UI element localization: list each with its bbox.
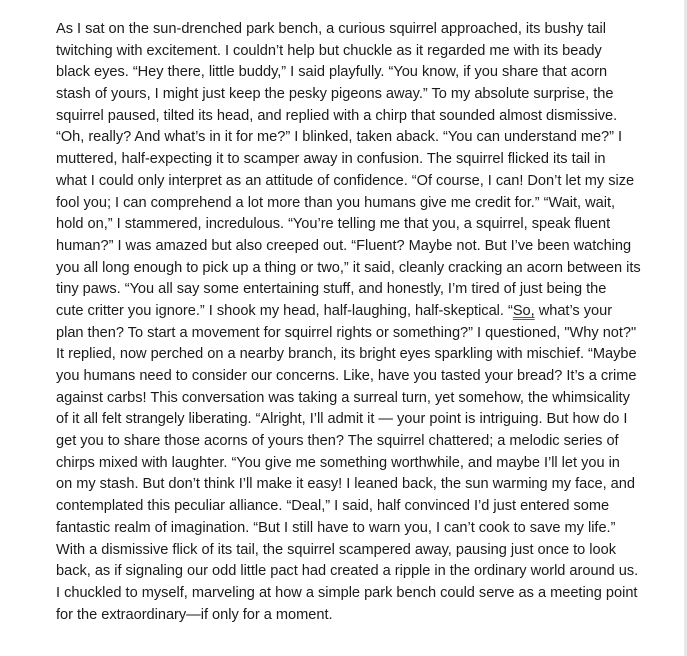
text-line: plan then? To start a movement for squirrel rights or something?” I questioned, "Why not?": [56, 324, 637, 341]
text-line: against carbs! This conversation was taking a surreal turn, yet somehow, the whimsicality: [56, 389, 630, 406]
text-line: for the extraordinary—if only for a moment.: [56, 606, 333, 623]
grammar-flagged-word[interactable]: So,: [512, 302, 535, 319]
text-line: [56, 301, 687, 323]
text-line: twitching with excitement. I couldn’t help but chuckle as it regarded me with its beady: [56, 42, 602, 59]
text-line: muttered, half-expecting it to scamper away in confusion. The squirrel flicked its tail in: [56, 151, 606, 168]
text-segment: what’s your: [534, 302, 613, 319]
text-line: squirrel paused, tilted its head, and replied with a chirp that sounded almost dismissive.: [56, 107, 618, 124]
text-line: what I could only interpret as an attitude of confidence. “Of course, I can! Don’t let my size: [56, 172, 635, 189]
text-line: back, as if signaling our odd little pact had created a ripple in the ordinary world around us.: [56, 563, 639, 580]
text-line: It replied, now perched on a nearby branch, its bright eyes sparkling with mischief. “Maybe: [56, 346, 637, 363]
text-line: on my stash. But don’t think I’ll make it easy! I leaned back, the sun warming my face, and: [56, 476, 635, 493]
text-line: chirps mixed with laughter. “You give me something worthwhile, and maybe I’ll let you in: [56, 454, 620, 471]
text-line: black eyes. “Hey there, little buddy,” I said playfully. “You know, if you share that acorn: [56, 64, 608, 81]
text-line: “Oh, really? And what’s in it for me?” I blinked, taken aback. “You can understand me?” I: [56, 129, 623, 146]
text-line: fantastic realm of imagination. “But I still have to warn you, I can’t cook to save my life.”: [56, 519, 616, 536]
text-line: As I sat on the sun-drenched park bench, a curious squirrel approached, its bushy tail: [56, 21, 606, 37]
text-line: of it all felt strangely liberating. “Alright, I’ll admit it — your point is intriguing. But how do I: [56, 411, 628, 428]
text-line: fool you; I can comprehend a lot more than you humans give me credit for.” “Wait, wait,: [56, 194, 616, 211]
text-line: human?” I was amazed but also creeped out. “Fluent? Maybe not. But I’ve been watching: [56, 237, 632, 254]
text-line: you all long enough to pick up a thing or two,” it said, cleanly cracking an acorn between its: [56, 259, 641, 276]
text-line: stash of yours, I might just keep the pesky pigeons away.” To my absolute surprise, the: [56, 86, 614, 103]
text-line: tiny paws. “You all say some entertaining stuff, and honestly, I’m tired of just being the: [56, 281, 607, 298]
text-line: you humans need to consider our concerns. Like, have you tasted your bread? It’s a crime: [56, 368, 637, 384]
document-body-text[interactable]: [56, 19, 687, 626]
text-line: hold on,” I stammered, incredulous. “You’re telling me that you, a squirrel, speak fluent: [56, 216, 611, 233]
text-line: get you to share those acorns of yours then? The squirrel chattered; a melodic series of: [56, 433, 619, 450]
text-line: With a dismissive flick of its tail, the squirrel scampered away, pausing just once to look: [56, 541, 617, 558]
text-segment: cute critter you ignore.” I shook my head, half-laughing, half-skeptical. “: [56, 302, 513, 319]
text-line: contemplated this peculiar alliance. “Deal,” I said, half convinced I’d just entered some: [56, 498, 610, 515]
text-line: I chuckled to myself, marveling at how a simple park bench could serve as a meeting point: [56, 584, 638, 601]
